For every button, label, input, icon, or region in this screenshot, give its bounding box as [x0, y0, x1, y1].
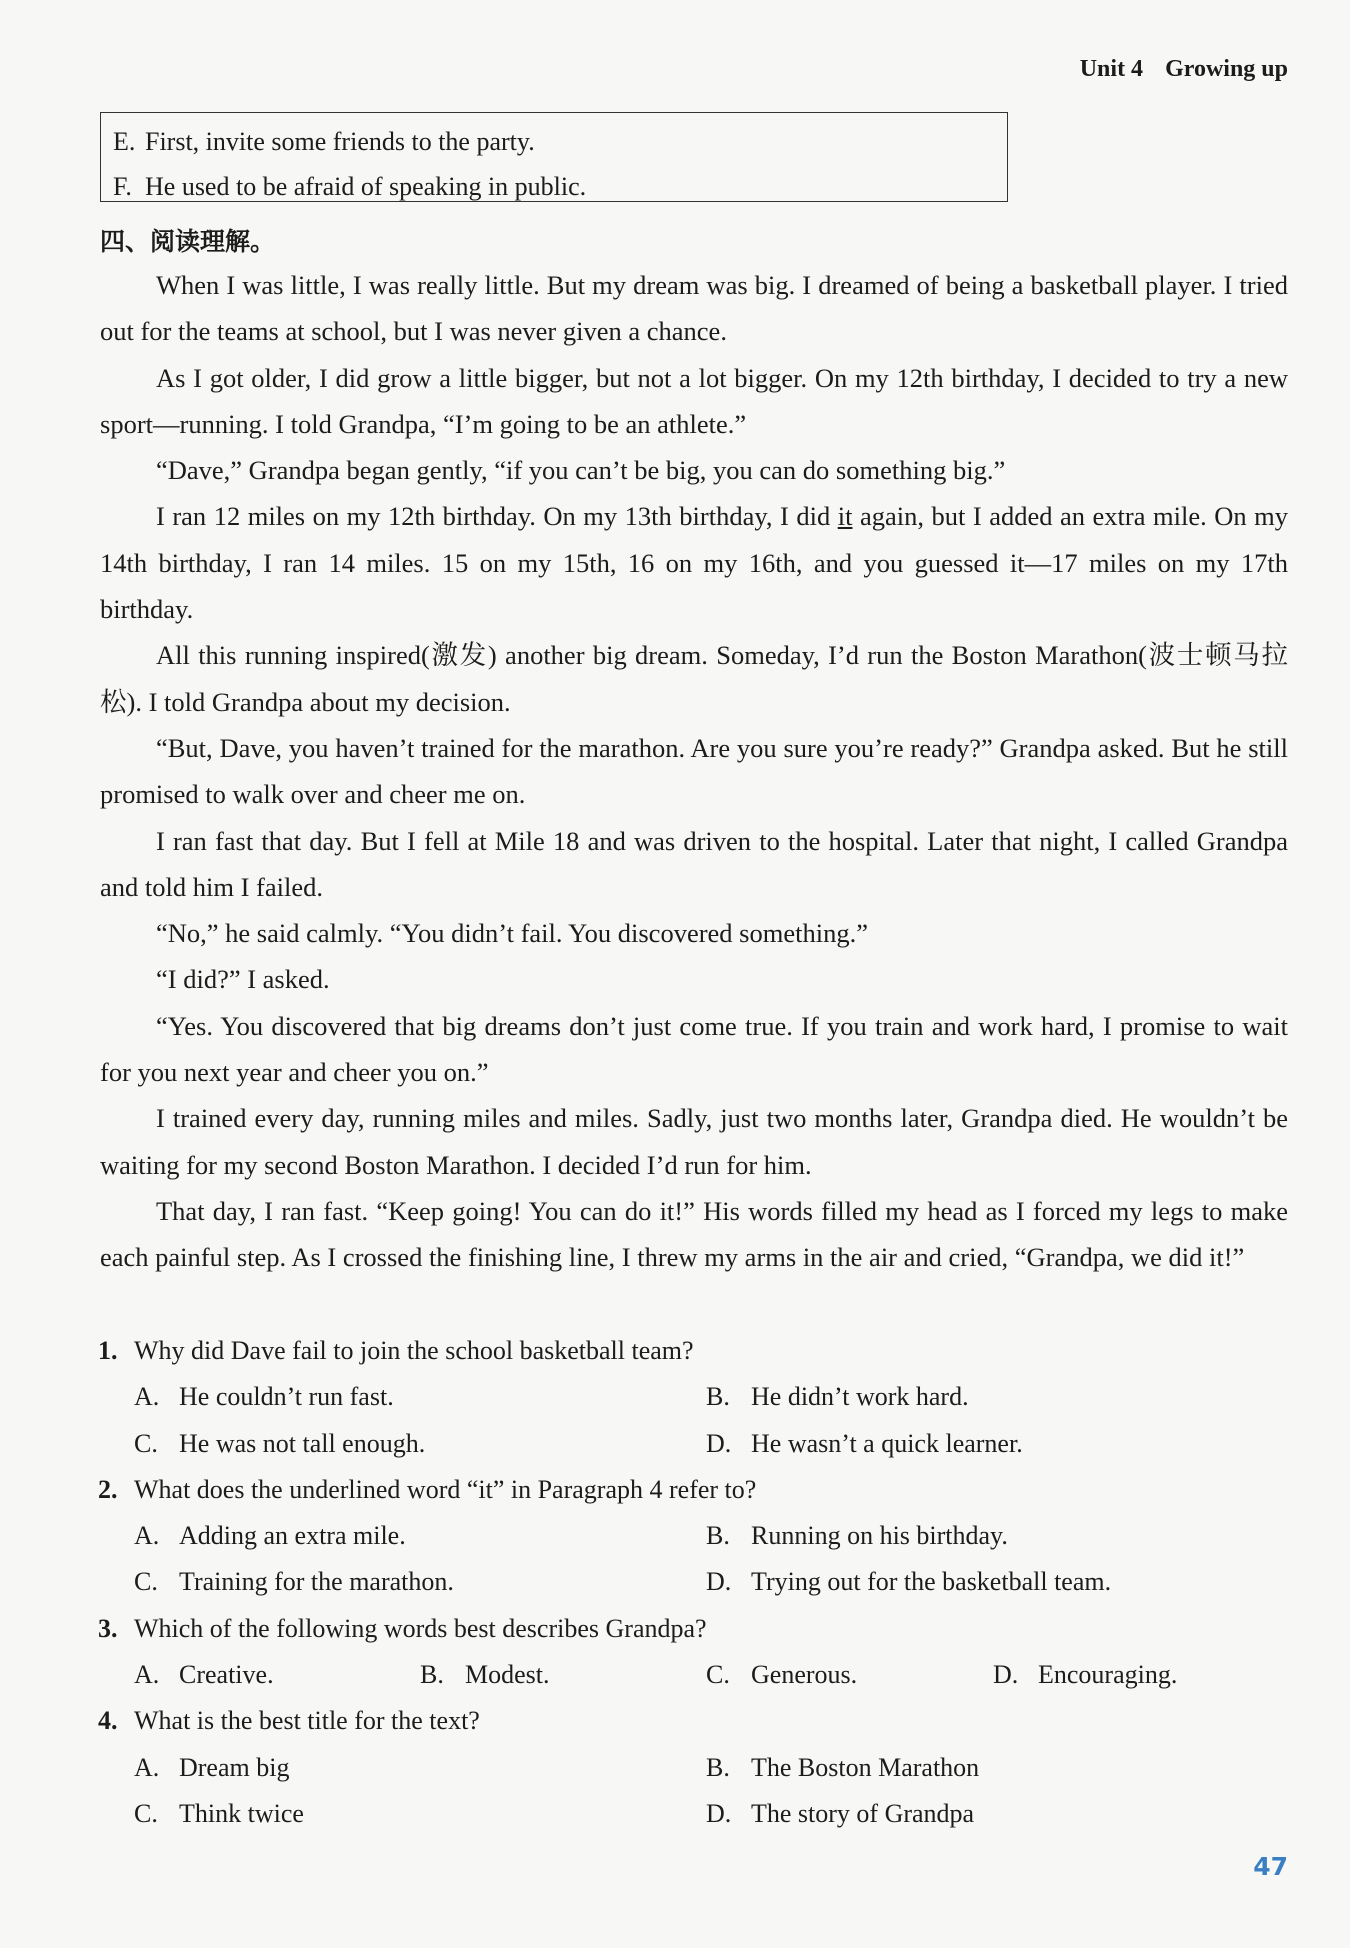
option-a [98, 1374, 706, 1420]
paragraph-11: I trained every day, running miles and miles. Sadly, just two months later, Grandpa died. He wouldn’t be waiting for my second Boston Marathon. I decided I’d run for him. [100, 1103, 1288, 1180]
paragraph-3: “Dave,” Grandpa began gently, “if you can’t be big, you can do something big.” [156, 455, 1006, 486]
option-letter: F. [113, 172, 132, 201]
option-a [98, 1513, 706, 1559]
option-a [98, 1652, 420, 1698]
option-text: Creative. [179, 1660, 274, 1690]
paragraph-7: I ran fast that day. But I fell at Mile 18 and was driven to the hospital. Later that night, I called Grandpa and told him I failed. [100, 825, 1288, 902]
section-title: 四、阅读理解。 [100, 227, 276, 256]
paragraph-4-start: I ran 12 miles on my 12th birthday. On my 13th birthday, I did [156, 501, 838, 532]
option-text: He couldn’t run fast. [179, 1382, 394, 1412]
question-1 [98, 1328, 1288, 1374]
question-2-options [98, 1513, 1288, 1606]
paragraph-12: That day, I ran fast. “Keep going! You can do it!” His words filled my head as I forced my legs to make each painful step. As I crossed the finishing line, I threw my arms in the air and cried, “Grandpa, we did it!” [100, 1195, 1288, 1273]
option-text: He wasn’t a quick learner. [751, 1428, 1023, 1458]
option-letter: B. [706, 1382, 730, 1412]
reading-passage [100, 262, 1288, 1281]
question-list [98, 1328, 1288, 1837]
option-letter: C. [134, 1798, 158, 1828]
option-b [706, 1513, 1279, 1559]
underlined-word: it [837, 501, 853, 532]
question-number: 1. [98, 1336, 118, 1365]
question-4-options [98, 1745, 1288, 1838]
option-text: Dream big [179, 1752, 290, 1782]
question-number: 3. [98, 1613, 118, 1643]
option-text: He used to be afraid of speaking in public. [145, 172, 587, 201]
question-3-options [98, 1652, 1288, 1698]
option-letter: A. [134, 1660, 160, 1690]
page-number: 47 [1253, 1852, 1288, 1881]
option-d [706, 1559, 1279, 1605]
question-3 [98, 1606, 1288, 1652]
option-letter: E. [113, 127, 136, 156]
option-c [706, 1652, 993, 1698]
option-text: Running on his birthday. [751, 1521, 1008, 1551]
paragraph-4-end: again, but I added an extra mile. On my 14th birthday, I ran 14 miles. 15 on my 15th, 16 on my 16th, and you guessed it—17 miles on my 17th birthday. [100, 501, 1289, 625]
box-option-e [113, 119, 1007, 164]
option-text: He didn’t work hard. [751, 1382, 969, 1412]
option-letter: D. [706, 1567, 732, 1597]
option-text: Modest. [465, 1660, 550, 1690]
question-text: What is the best title for the text? [134, 1706, 480, 1736]
question-2 [98, 1467, 1288, 1513]
question-text: Why did Dave fail to join the school basketball team? [134, 1336, 694, 1365]
option-text: He was not tall enough. [179, 1428, 426, 1458]
question-number: 4. [98, 1706, 118, 1736]
paragraph-9: “I did?” I asked. [156, 964, 330, 995]
option-d [993, 1652, 1273, 1698]
question-text: What does the underlined word “it” in Paragraph 4 refer to? [134, 1474, 757, 1504]
running-header [1080, 56, 1288, 83]
option-b [706, 1745, 1279, 1791]
option-text: Generous. [751, 1660, 858, 1690]
option-letter: C. [134, 1428, 158, 1458]
option-letter: D. [706, 1428, 732, 1458]
option-letter: B. [420, 1660, 444, 1690]
paragraph-6: “But, Dave, you haven’t trained for the marathon. Are you sure you’re ready?” Grandpa asked. But he still promised to walk over and cheer me on. [100, 732, 1288, 810]
option-c [98, 1421, 706, 1467]
option-a [98, 1745, 706, 1791]
unit-title: Growing up [1165, 56, 1288, 82]
option-letter: B. [706, 1752, 730, 1782]
option-text: Trying out for the basketball team. [751, 1567, 1112, 1597]
option-letter: D. [993, 1660, 1019, 1690]
option-text: Adding an extra mile. [179, 1521, 406, 1551]
option-letter: C. [706, 1660, 730, 1690]
option-text: Training for the marathon. [179, 1567, 454, 1597]
paragraph-8: “No,” he said calmly. “You didn’t fail. You discovered something.” [156, 918, 868, 949]
option-c [98, 1559, 706, 1605]
paragraph-1: When I was little, I was really little. But my dream was big. I dreamed of being a basketball player. I tried out for the teams at school, but I was never given a chance. [100, 270, 1288, 347]
option-text: First, invite some friends to the party. [145, 127, 535, 156]
option-text: Think twice [179, 1798, 304, 1828]
option-letter: A. [134, 1521, 160, 1551]
option-c [98, 1791, 706, 1837]
option-d [706, 1791, 1279, 1837]
option-text: The Boston Marathon [751, 1752, 980, 1782]
paragraph-5: All this running inspired(激发) another big dream. Someday, I’d run the Boston Marathon(波士顿马拉松). I told Grandpa about my decision. [100, 640, 1288, 717]
option-letter: C. [134, 1567, 158, 1597]
box-option-f [113, 164, 1007, 209]
unit-label: Unit 4 [1079, 56, 1144, 82]
paragraph-4 [100, 493, 1288, 632]
paragraph-10: “Yes. You discovered that big dreams don’t just come true. If you train and work hard, I promise to wait for you next year and cheer you on.” [100, 1010, 1288, 1088]
question-1-options [98, 1374, 1288, 1467]
option-b [420, 1652, 706, 1698]
paragraph-2: As I got older, I did grow a little bigger, but not a lot bigger. On my 12th birthday, I decided to try a new sport—running. I told Grandpa, “I’m going to be an athlete.” [100, 362, 1288, 439]
option-text: Encouraging. [1038, 1660, 1178, 1690]
option-letter: A. [134, 1752, 160, 1782]
options-box [100, 112, 1008, 202]
option-letter: D. [706, 1798, 732, 1828]
option-letter: A. [134, 1382, 160, 1412]
question-text: Which of the following words best describes Grandpa? [134, 1613, 707, 1643]
question-4 [98, 1698, 1288, 1744]
option-b [706, 1374, 1279, 1420]
option-d [706, 1421, 1279, 1467]
option-text: The story of Grandpa [751, 1798, 975, 1828]
option-letter: B. [706, 1521, 730, 1551]
question-number: 2. [98, 1474, 118, 1504]
